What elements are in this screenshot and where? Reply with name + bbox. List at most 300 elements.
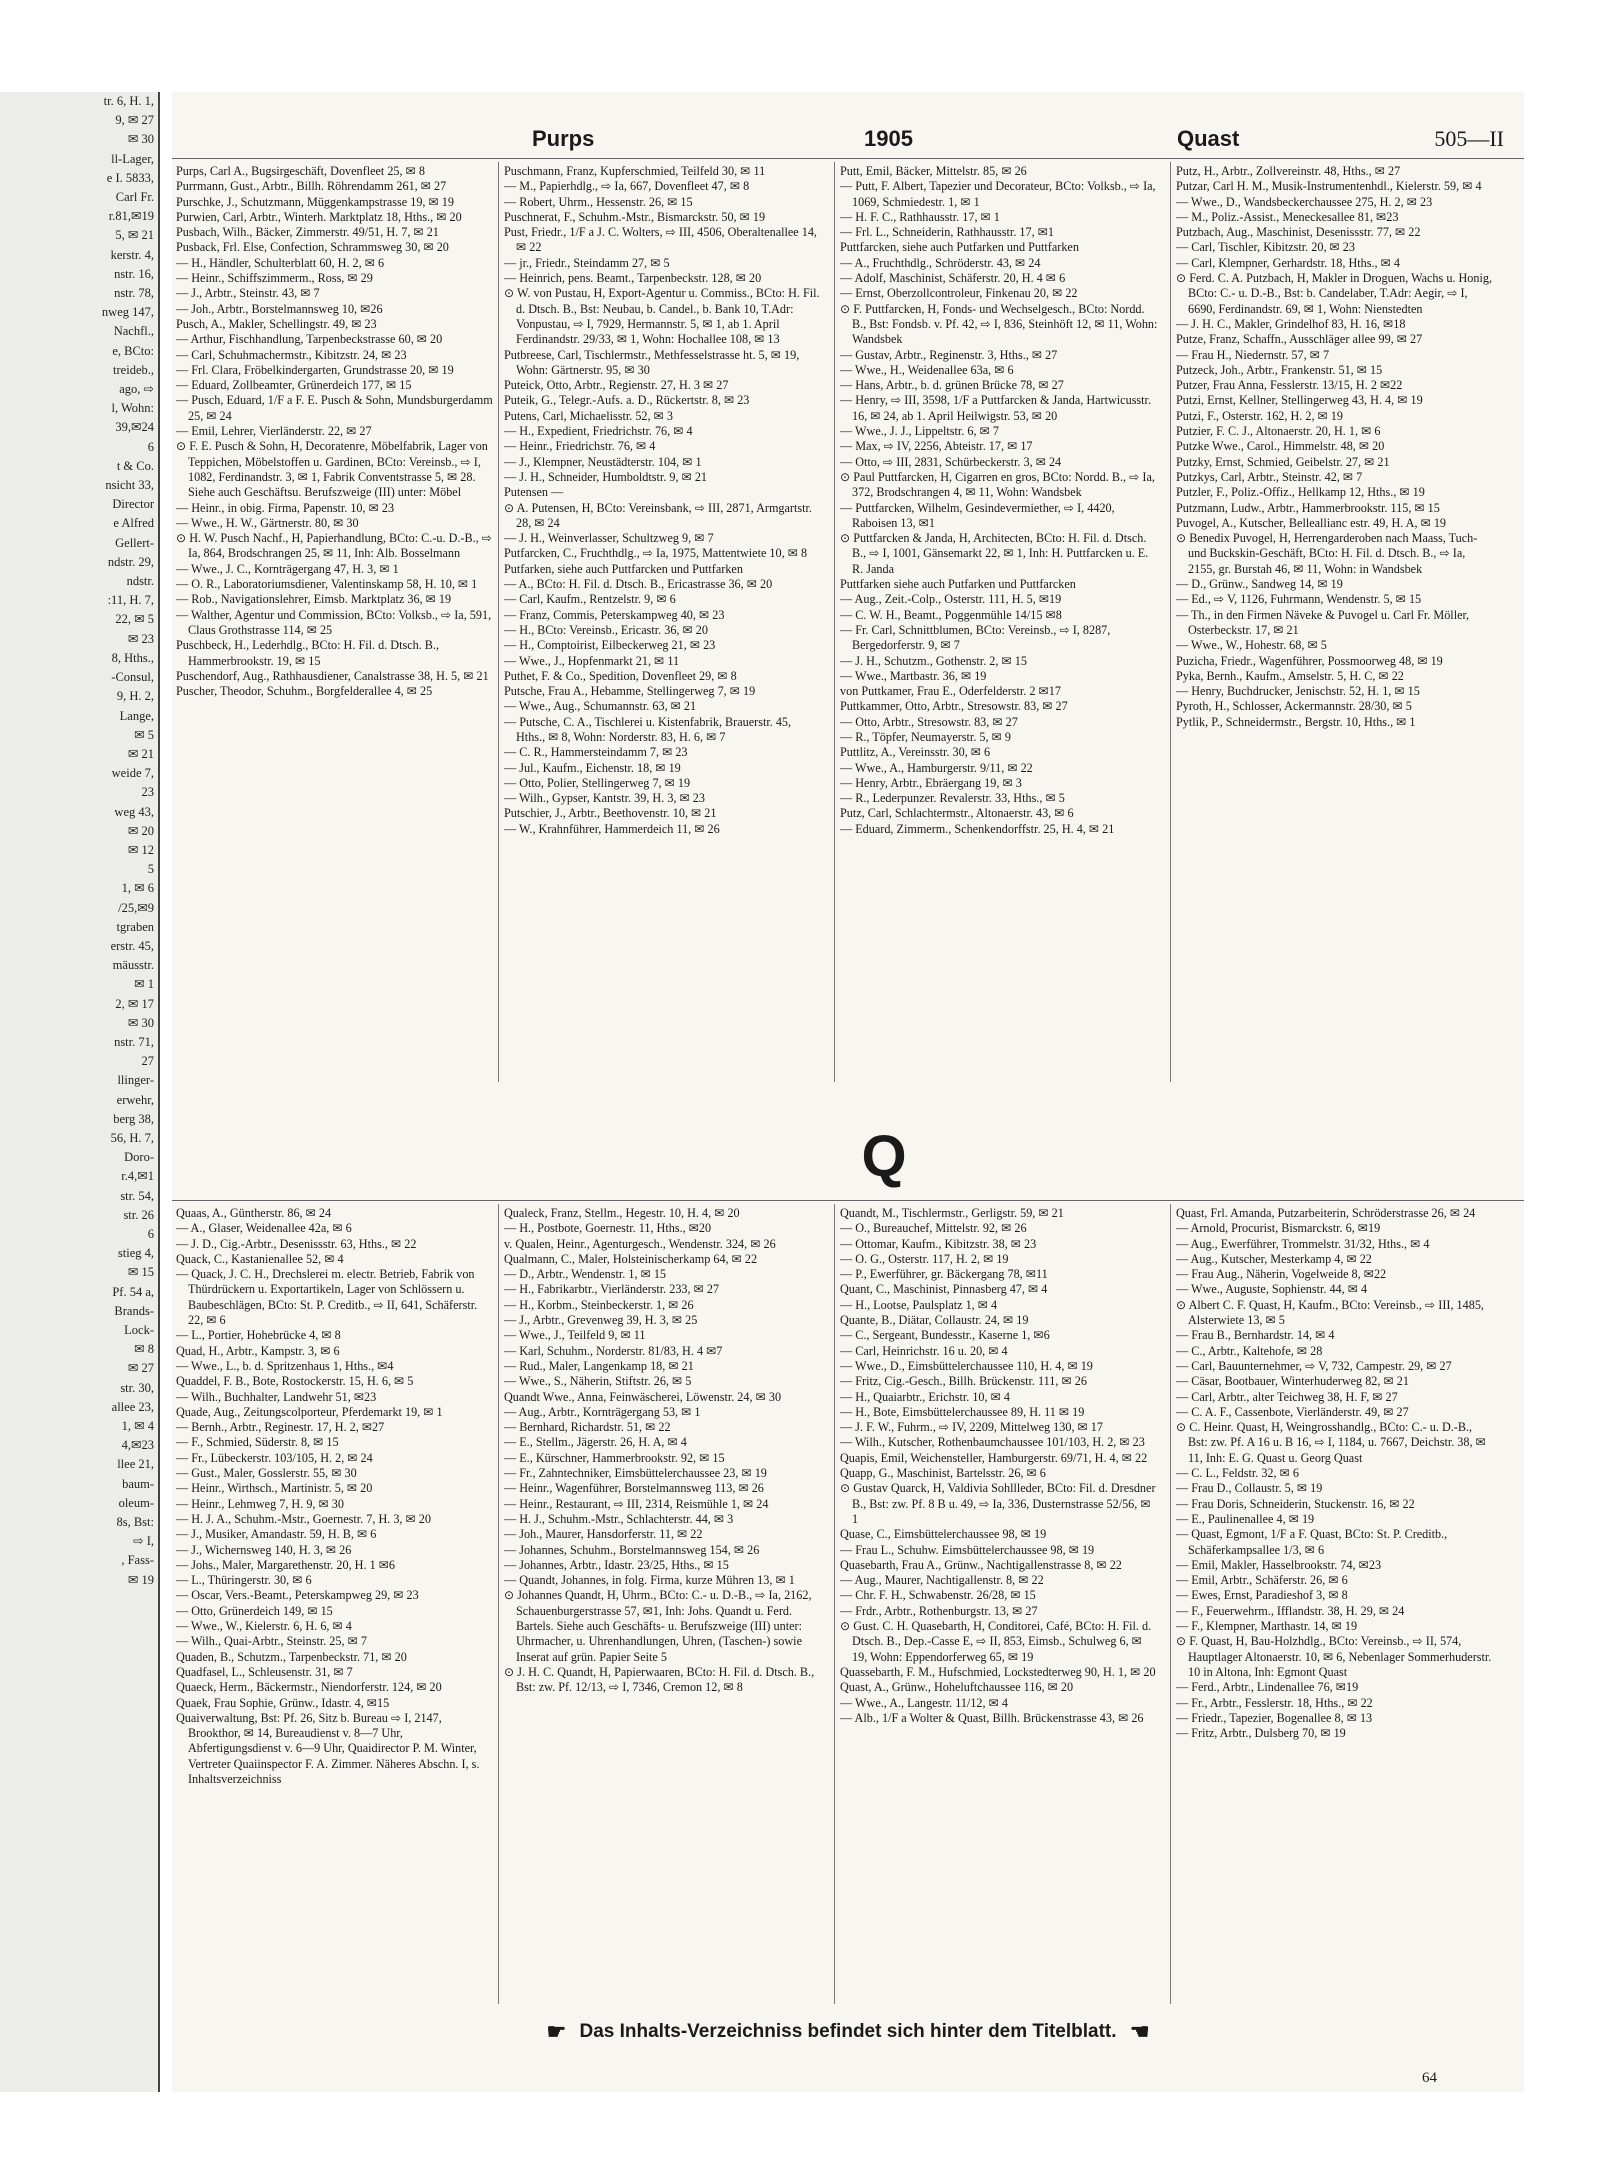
directory-entry: — Heinr., in obig. Firma, Papenstr. 10, ✉ 23 [176, 500, 395, 515]
directory-entry: — Wwe., D., Wandsbeckerchaussee 275, H. 2, ✉ 23 [1176, 194, 1433, 209]
directory-entry: Quaddel, F. B., Bote, Rostockerstr. 15, H. 6, ✉ 5 [176, 1374, 414, 1389]
directory-entry: — Rud., Maler, Langenkamp 18, ✉ 21 [504, 1358, 694, 1373]
directory-entry: Puteik, G., Telegr.-Aufs. a. D., Rückertstr. 8, ✉ 23 [504, 393, 750, 408]
strip-line: 6 [147, 439, 154, 454]
directory-entry: — Gust., Maler, Gosslerstr. 55, ✉ 30 [176, 1466, 357, 1481]
strip-line: 23 [141, 785, 154, 800]
directory-entry: — Eduard, Zollbeamter, Grünerdeich 177, ✉ 15 [176, 378, 412, 393]
directory-entry: — Wwe., W., Hohestr. 68, ✉ 5 [1176, 638, 1327, 653]
directory-entry: — Bernh., Arbtr., Reginestr. 17, H. 2, ✉27 [176, 1420, 385, 1435]
directory-entry: Quandt Wwe., Anna, Feinwäscherei, Löwenstr. 24, ✉ 30 [504, 1389, 782, 1404]
directory-page [172, 92, 1524, 2092]
directory-entry: Puschmann, Franz, Kupferschmied, Teilfeld 30, ✉ 11 [504, 164, 766, 178]
column-divider [834, 162, 835, 1082]
strip-line: ⇨ I, [133, 1534, 154, 1549]
strip-line: str. 54, [120, 1188, 154, 1203]
directory-entry: — Ernst, Oberzollcontroleur, Finkenau 20, ✉ 22 [840, 286, 1078, 301]
directory-entry: Quasebarth, Frau A., Grünw., Nachtigallenstrasse 8, ✉ 22 [840, 1557, 1122, 1572]
strip-line: str. 26 [123, 1207, 154, 1222]
strip-line: ✉ 30 [127, 1015, 154, 1030]
directory-entry: — Frdr., Arbtr., Rothenburgstr. 13, ✉ 27 [840, 1603, 1038, 1618]
directory-entry: — H., Quaiarbtr., Erichstr. 10, ✉ 4 [840, 1389, 1010, 1404]
directory-entry: — H. J. A., Schuhm.-Mstr., Goernestr. 7, H. 3, ✉ 20 [176, 1511, 431, 1526]
directory-entry: — Puttfarcken, Wilhelm, Gesindevermiether, ⇨ I, 4420, Raboisen 13, ✉1 [840, 500, 1115, 530]
directory-entry: — J. H., Schutzm., Gothenstr. 2, ✉ 15 [840, 653, 1027, 668]
directory-entry: — Fr., Lübeckerstr. 103/105, H. 2, ✉ 24 [176, 1450, 373, 1465]
directory-entry: Putze, Franz, Schaffn., Ausschläger allee 99, ✉ 27 [1176, 332, 1423, 347]
directory-entry: Puschnerat, F., Schuhm.-Mstr., Bismarckstr. 50, ✉ 19 [504, 209, 766, 224]
directory-entry: Quante, B., Diätar, Collaustr. 24, ✉ 19 [840, 1313, 1029, 1328]
directory-entry: Putens, Carl, Michaelisstr. 52, ✉ 3 [504, 408, 673, 423]
strip-line: e I. 5833, [106, 170, 154, 185]
directory-entry: — Jul., Kaufm., Eichenstr. 18, ✉ 19 [504, 760, 681, 775]
directory-entry: Putz, H., Arbtr., Zollvereinstr. 48, Hths., ✉ 27 [1176, 164, 1401, 178]
column-top-3 [840, 164, 1158, 1084]
directory-entry: ⊙ Ferd. C. A. Putzbach, H, Makler in Droguen, Wachs u. Honig, BCto: C.- u. D.-B., Bst: b. Candelaber, T.Adr: Aegir, ⇨ I, 6690, Ferdinandstr. 69, ✉ 1, Wohn: Nienstedten [1176, 271, 1493, 316]
directory-entry: ⊙ Puttfarcken & Janda, H, Architecten, BCto: H. Fil. d. Dtsch. B., ⇨ I, 1001, Gänsemarkt 22, ✉ 1, Inh: H. Puttfarcken u. E. R. Janda [840, 531, 1149, 576]
column-bottom-4 [1176, 1206, 1494, 2006]
directory-entry: ⊙ A. Putensen, H, BCto: Vereinsbank, ⇨ III, 2871, Armgartstr. 28, ✉ 24 [504, 500, 812, 530]
strip-line: 22, ✉ 5 [115, 612, 154, 627]
directory-entry: Putzar, Carl H. M., Musik-Instrumentenhdl., Kielerstr. 59, ✉ 4 [1176, 179, 1482, 194]
strip-line: ✉ 19 [127, 1572, 154, 1587]
directory-entry: — Ottomar, Kaufm., Kibitzstr. 38, ✉ 23 [840, 1236, 1037, 1251]
directory-entry: Putbreese, Carl, Tischlermstr., Methfesselstrasse ht. 5, ✉ 19, Wohn: Gärtnerstr. 95, ✉ 30 [504, 347, 800, 377]
directory-entry: — jr., Friedr., Steindamm 27, ✉ 5 [504, 255, 670, 270]
strip-line: mäusstr. [112, 958, 154, 973]
directory-entry: — Henry, ⇨ III, 3598, 1/F a Puttfarcken & Janda, Hartwicusstr. 16, ✉ 24, ab 1. April Heilwigstr. 53, ✉ 20 [840, 393, 1151, 423]
directory-entry: — Frau Aug., Näherin, Vogelweide 8, ✉22 [1176, 1267, 1387, 1282]
directory-entry: ⊙ Gustav Quarck, H, Valdivia Sohllleder, BCto: Fil. d. Dresdner B., Bst: zw. Pf. 8 B u. 49, ⇨ Ia, 336, Dusternstrasse 52/56, ✉ 1 [840, 1481, 1156, 1526]
directory-entry: von Puttkamer, Frau E., Oderfelderstr. 2 ✉17 [840, 684, 1061, 699]
directory-entry: Purwien, Carl, Arbtr., Winterh. Marktplatz 18, Hths., ✉ 20 [176, 209, 462, 224]
directory-entry: Qualeck, Franz, Stellm., Hegestr. 10, H. 4, ✉ 20 [504, 1206, 740, 1220]
directory-entry: Puteick, Otto, Arbtr., Regienstr. 27, H. 3 ✉ 27 [504, 378, 729, 393]
directory-entry: — Frau B., Bernhardstr. 14, ✉ 4 [1176, 1328, 1335, 1343]
strip-line: baum- [122, 1476, 154, 1491]
strip-line: treideb., [113, 362, 154, 377]
directory-entry: Pusback, Frl. Else, Confection, Schrammsweg 30, ✉ 20 [176, 240, 449, 255]
directory-entry: — J. F. W., Fuhrm., ⇨ IV, 2209, Mittelweg 130, ✉ 17 [840, 1420, 1103, 1435]
directory-entry: — Wwe., A., Langestr. 11/12, ✉ 4 [840, 1695, 1008, 1710]
directory-entry: — Wwe., A., Hamburgerstr. 9/11, ✉ 22 [840, 760, 1033, 775]
directory-entry: Puschendorf, Aug., Rathhausdiener, Canalstrasse 38, H. 5, ✉ 21 [176, 668, 489, 683]
directory-entry: — Aug., Kutscher, Mesterkamp 4, ✉ 22 [1176, 1251, 1372, 1266]
column-bottom-1 [176, 1206, 494, 2006]
directory-entry: — Oscar, Vers.-Beamt., Peterskampweg 29, ✉ 23 [176, 1588, 419, 1603]
directory-entry: — A., Fruchthdlg., Schröderstr. 43, ✉ 24 [840, 255, 1041, 270]
directory-entry: — Wwe., Auguste, Sophienstr. 44, ✉ 4 [1176, 1282, 1368, 1297]
directory-entry: — Fr., Zahntechniker, Eimsbüttelerchaussee 23, ✉ 19 [504, 1466, 767, 1481]
strip-line: Doro- [124, 1150, 154, 1165]
directory-entry: — J., Klempner, Neustädterstr. 104, ✉ 1 [504, 454, 702, 469]
directory-entry: — Frau D., Collaustr. 5, ✉ 19 [1176, 1481, 1323, 1496]
directory-entry: Quapp, G., Maschinist, Bartelsstr. 26, ✉ 6 [840, 1466, 1046, 1481]
directory-entry: — A., BCto: H. Fil. d. Dtsch. B., Ericastrasse 36, ✉ 20 [504, 577, 773, 592]
directory-entry: Putensen — [504, 485, 564, 500]
directory-entry: Pust, Friedr., 1/F a J. C. Wolters, ⇨ III, 4506, Oberaltenallee 14, ✉ 22 [504, 225, 817, 255]
directory-entry: — L., Portier, Hohebrücke 4, ✉ 8 [176, 1328, 341, 1343]
column-divider [498, 162, 499, 1082]
directory-entry: — Bernhard, Richardstr. 51, ✉ 22 [504, 1420, 671, 1435]
directory-entry: Putfarcken, C., Fruchthdlg., ⇨ Ia, 1975, Mattentwiete 10, ✉ 8 [504, 546, 808, 561]
strip-line: ndstr. 29, [107, 554, 154, 569]
strip-line: allee 23, [111, 1399, 154, 1414]
directory-entry: — Friedr., Tapezier, Bogenallee 8, ✉ 13 [1176, 1710, 1373, 1725]
directory-entry: Puttlitz, A., Vereinsstr. 30, ✉ 6 [840, 745, 991, 760]
directory-entry: ⊙ Johannes Quandt, H, Uhrm., BCto: C.- u. D.-B., ⇨ Ia, 2162, Schauenburgerstrasse 57, ✉1, Inh: Johs. Quandt u. Ferd. Bartels. Siehe auch Geschäfts- u. Berufszweige (III) unter: Uhrmacher, u. Uhrenhandlungen, Uhren, (Taschen-) sowie Inserat auf grün. Papier Seite 5 [504, 1588, 812, 1664]
directory-entry: Puthet, F. & Co., Spedition, Dovenfleet 29, ✉ 8 [504, 668, 737, 683]
directory-entry: Puttkammer, Otto, Arbtr., Stresowstr. 83, ✉ 27 [840, 699, 1068, 714]
directory-entry: — H., Lootse, Paulsplatz 1, ✉ 4 [840, 1297, 998, 1312]
section-rule [172, 1200, 1524, 1201]
directory-entry: — F., Feuerwehrm., Ifflandstr. 38, H. 29, ✉ 24 [1176, 1603, 1405, 1618]
directory-entry: — R., Lederpunzer. Revalerstr. 33, Hths., ✉ 5 [840, 791, 1065, 806]
strip-line: erstr. 45, [110, 938, 154, 953]
footer-notice [172, 2019, 1524, 2045]
directory-entry: Purschke, J., Schutzmann, Müggenkampstrasse 19, ✉ 19 [176, 194, 454, 209]
strip-line: , Fass- [121, 1553, 154, 1568]
strip-line: weg 43, [114, 804, 154, 819]
strip-line: :11, H. 7, [107, 593, 154, 608]
directory-entry: — Eduard, Zimmerm., Schenkendorffstr. 25, H. 4, ✉ 21 [840, 821, 1115, 836]
directory-entry: — J., Arbtr., Grevenweg 39, H. 3, ✉ 25 [504, 1313, 698, 1328]
directory-entry: — Fritz, Arbtr., Dulsberg 70, ✉ 19 [1176, 1726, 1346, 1741]
directory-entry: — J. H., Schneider, Humboldtstr. 9, ✉ 21 [504, 469, 708, 484]
directory-entry: — Carl, Arbtr., alter Teichweg 38, H. F, ✉ 27 [1176, 1389, 1398, 1404]
directory-entry: Putfarken, siehe auch Puttfarcken und Puttfarken [504, 561, 743, 576]
strip-line: ✉ 5 [134, 727, 154, 742]
strip-line: nweg 147, [101, 305, 154, 320]
directory-entry: — J., Wichernsweg 140, H. 3, ✉ 26 [176, 1542, 352, 1557]
directory-entry: — Carl, Klempner, Gerhardstr. 18, Hths., ✉ 4 [1176, 255, 1400, 270]
directory-entry: Putzer, Frau Anna, Fesslerstr. 13/15, H. 2 ✉22 [1176, 378, 1403, 393]
column-divider [498, 1204, 499, 2004]
directory-entry: — C. L., Feldstr. 32, ✉ 6 [1176, 1466, 1299, 1481]
directory-entry: — J. H., Weinverlasser, Schultzweg 9, ✉ 7 [504, 531, 714, 546]
directory-entry: — Emil, Arbtr., Schäferstr. 26, ✉ 6 [1176, 1573, 1348, 1588]
directory-entry: — Heinr., Wirthsch., Martinistr. 5, ✉ 20 [176, 1481, 373, 1496]
directory-entry: — Aug., Zeit.-Colp., Osterstr. 111, H. 5, ✉19 [840, 592, 1062, 607]
column-divider [1170, 1204, 1171, 2004]
directory-entry: — L., Thüringerstr. 30, ✉ 6 [176, 1573, 312, 1588]
directory-entry: — Frl. L., Schneiderin, Rathhausstr. 17, ✉1 [840, 225, 1054, 240]
directory-entry: — Arnold, Procurist, Bismarckstr. 6, ✉19 [1176, 1221, 1381, 1236]
strip-line: ✉ 30 [127, 132, 154, 147]
header-page-number: 505—II [1434, 126, 1504, 151]
strip-line: r.81,✉19 [108, 209, 154, 224]
directory-entry: — Frau Doris, Schneiderin, Stuckenstr. 16, ✉ 22 [1176, 1496, 1415, 1511]
directory-entry: — Putsche, C. A., Tischlerei u. Kistenfabrik, Brauerstr. 45, Hths., ✉ 8, Wohn: Norderstr. 83, H. 6, ✉ 7 [504, 714, 792, 744]
strip-line: ✉ 8 [134, 1342, 154, 1357]
directory-entry: — Franz, Commis, Peterskampweg 40, ✉ 23 [504, 607, 725, 622]
strip-line: Director [112, 497, 154, 512]
directory-entry: ⊙ F. Puttfarcken, H, Fonds- und Wechselgesch., BCto: Nordd. B., Bst: Fondsb. v. Pf. 42, ⇨ I, 836, Steinhöft 12, ✉ 11, Wohn: Wandsbek [840, 301, 1158, 347]
strip-line: stieg 4, [117, 1246, 154, 1261]
directory-entry: — Max, ⇨ IV, 2256, Abteistr. 17, ✉ 17 [840, 439, 1033, 454]
directory-entry: — Otto, Polier, Stellingerweg 7, ✉ 19 [504, 775, 691, 790]
directory-entry: — Wilh., Quai-Arbtr., Steinstr. 25, ✉ 7 [176, 1634, 367, 1649]
header-rule [172, 158, 1524, 159]
strip-line: 6 [147, 1226, 154, 1241]
directory-entry: Quaeck, Herm., Bäckermstr., Niendorferstr. 124, ✉ 20 [176, 1680, 442, 1695]
directory-entry: — Frau H., Niedernstr. 57, ✉ 7 [1176, 347, 1330, 362]
directory-entry: — E., Paulinenallee 4, ✉ 19 [1176, 1511, 1315, 1526]
directory-entry: — M., Papierhdlg., ⇨ Ia, 667, Dovenfleet 47, ✉ 8 [504, 179, 750, 194]
strip-line: str. 30, [120, 1380, 154, 1395]
directory-entry: — Gustav, Arbtr., Reginenstr. 3, Hths., ✉ 27 [840, 347, 1058, 362]
strip-line: llinger- [117, 1073, 154, 1088]
strip-line: Gellert- [115, 535, 154, 550]
directory-entry: — W., Krahnführer, Hammerdeich 11, ✉ 26 [504, 821, 720, 836]
directory-entry: — Heinrich, pens. Beamt., Tarpenbeckstr. 128, ✉ 20 [504, 271, 762, 286]
strip-line: ago, ⇨ [119, 382, 154, 397]
directory-entry: — R., Töpfer, Neumayerstr. 5, ✉ 9 [840, 729, 1011, 744]
strip-line: nstr. 71, [114, 1034, 154, 1049]
strip-line: ✉ 15 [127, 1265, 154, 1280]
directory-entry: Putzkys, Carl, Arbtr., Steinstr. 42, ✉ 7 [1176, 469, 1363, 484]
strip-line: ndstr. [126, 574, 154, 589]
strip-line: tr. 6, H. 1, [103, 94, 154, 108]
strip-line: /25,✉9 [118, 900, 154, 915]
strip-line: nstr. 16, [114, 266, 154, 281]
directory-entry: — Emil, Makler, Hasselbrookstr. 74, ✉23 [1176, 1557, 1382, 1572]
directory-entry: — H., Bote, Eimsbüttelerchaussee 89, H. 11 ✉ 19 [840, 1404, 1085, 1419]
directory-entry: Quant, C., Maschinist, Pinnasberg 47, ✉ 4 [840, 1282, 1048, 1297]
directory-entry: — Walther, Agentur und Commission, BCto: Volksb., ⇨ Ia, 591, Claus Grothstrasse 114, ✉ 25 [176, 607, 492, 637]
directory-entry: — Carl, Bauunternehmer, ⇨ V, 732, Campestr. 29, ✉ 27 [1176, 1358, 1452, 1373]
directory-entry: — Ed., ⇨ V, 1126, Fuhrmann, Wendenstr. 5, ✉ 15 [1176, 592, 1422, 607]
strip-line: 5, ✉ 21 [115, 228, 154, 243]
directory-entry: — Johannes, Schuhm., Borstelmannsweg 154, ✉ 26 [504, 1542, 760, 1557]
strip-line: e Alfred [113, 516, 154, 531]
directory-entry: — Fr. Carl, Schnittblumen, BCto: Vereinsb., ⇨ I, 8287, Bergedorferstr. 9, ✉ 7 [840, 622, 1111, 653]
strip-line: Nachfl., [113, 324, 154, 339]
directory-entry: Purps, Carl A., Bugsirgeschäft, Dovenfleet 25, ✉ 8 [176, 164, 425, 178]
directory-entry: ⊙ F. E. Pusch & Sohn, H, Decoratenre, Möbelfabrik, Lager von Teppichen, Möbelstoffen u. Gardinen, BCto: Vereinsb., ⇨ I, 1082, Ferdinandstr. 3, ✉ 1, Fabrik Conventstrasse 5, ✉ 28. Siehe auch Geschäftsu. Berufszweige (III) unter: Möbel [176, 439, 488, 500]
directory-entry: Putsche, Frau A., Hebamme, Stellingerweg 7, ✉ 19 [504, 684, 756, 699]
section-letter: Q [861, 1124, 907, 1189]
directory-entry: ⊙ C. Heinr. Quast, H, Weingrosshandlg., BCto: C.- u. D.-B., Bst: zw. Pf. A 16 u. B 16, ⇨ I, 1184, u. 7667, Deichstr. 38, ✉ 11, Inh: E. G. Quast u. Georg Quast [1176, 1420, 1486, 1465]
directory-entry: Quaek, Frau Sophie, Grünw., Idastr. 4, ✉15 [176, 1695, 390, 1710]
directory-entry: — Wwe., H. W., Gärtnerstr. 80, ✉ 30 [176, 515, 359, 530]
directory-entry: Putzi, F., Osterstr. 162, H. 2, ✉ 19 [1176, 408, 1343, 423]
strip-line: 1, ✉ 4 [121, 1419, 154, 1434]
directory-entry: — Wilh., Kutscher, Rothenbaumchaussee 101/103, H. 2, ✉ 23 [840, 1435, 1145, 1450]
directory-entry: Putzler, F., Poliz.-Offiz., Hellkamp 12, Hths., ✉ 19 [1176, 485, 1425, 500]
directory-entry: Putzky, Ernst, Schmied, Geibelstr. 27, ✉ 21 [1176, 454, 1390, 469]
pointing-hand-icon: ☛ [546, 2019, 567, 2044]
directory-entry: — Quack, J. C. H., Drechslerei m. electr. Betrieb, Fabrik von Thürdrückern u. Exportartikeln, Lager von Schlössern u. Baubeschlägen, BCto: St. P. Creditb., ⇨ II, 641, Schäferstr. 22, ✉ 6 [176, 1267, 478, 1328]
directory-entry: — H., BCto: Vereinsb., Ericastr. 36, ✉ 20 [504, 622, 708, 637]
strip-line: tgraben [116, 919, 154, 934]
strip-line: erwehr, [116, 1092, 154, 1107]
directory-entry: — Wwe., J., Teilfeld 9, ✉ 11 [504, 1328, 646, 1343]
directory-entry: — Henry, Buchdrucker, Jenischstr. 52, H. 1, ✉ 15 [1176, 684, 1420, 699]
directory-entry: — J. D., Cig.-Arbtr., Desenissstr. 63, Hths., ✉ 22 [176, 1236, 417, 1251]
directory-entry: — Rob., Navigationslehrer, Eimsb. Marktplatz 36, ✉ 19 [176, 592, 452, 607]
directory-entry: — Henry, Arbtr., Ebräergang 19, ✉ 3 [840, 775, 1022, 790]
directory-entry: — H., Postbote, Goernestr. 11, Hths., ✉20 [504, 1221, 712, 1236]
directory-entry: — C., Sergeant, Bundesstr., Kaserne 1, ✉6 [840, 1328, 1050, 1343]
directory-entry: — M., Poliz.-Assist., Meneckesallee 81, ✉23 [1176, 209, 1399, 224]
directory-entry: Quaiverwaltung, Bst: Pf. 26, Sitz b. Bureau ⇨ I, 2147, Brookthor, ✉ 14, Bureaudienst v. 8—7 Uhr, Abfertigungsdienst v. 6—9 Uhr, Quaidirector P. M. Winter, Vertreter Quaiinspector F. A. Zimmer. Näheres Abschn. I, s. Inhaltsverzeichniss [176, 1710, 480, 1786]
running-header [172, 126, 1524, 156]
directory-entry: — C. A. F., Cassenbote, Vierländerstr. 49, ✉ 27 [1176, 1404, 1409, 1419]
strip-line: ✉ 23 [127, 631, 154, 646]
directory-entry: — H., Expedient, Friedrichstr. 76, ✉ 4 [504, 424, 693, 439]
directory-entry: — O. R., Laboratoriumsdiener, Valentinskamp 58, H. 10, ✉ 1 [176, 577, 478, 592]
directory-entry: — Fr., Arbtr., Fesslerstr. 18, Hths., ✉ 22 [1176, 1695, 1373, 1710]
directory-entry: — Johs., Maler, Margarethenstr. 20, H. 1 ✉6 [176, 1557, 396, 1572]
directory-entry: Quase, C., Eimsbüttelerchaussee 98, ✉ 19 [840, 1527, 1047, 1542]
directory-entry: — Adolf, Maschinist, Schäferstr. 20, H. 4 ✉ 6 [840, 271, 1066, 286]
strip-line: kerstr. 4, [110, 247, 154, 262]
directory-entry: Puschbeck, H., Lederhdlg., BCto: H. Fil. d. Dtsch. B., Hammerbrookstr. 19, ✉ 15 [176, 638, 440, 668]
strip-line: weide 7, [111, 766, 154, 781]
directory-entry: — Cäsar, Bootbauer, Winterhuderweg 82, ✉ 21 [1176, 1374, 1409, 1389]
directory-entry: — Wwe., J. J., Lippeltstr. 6, ✉ 7 [840, 424, 999, 439]
column-divider [1170, 162, 1171, 1082]
directory-entry: Quade, Aug., Zeitungscolporteur, Pferdemarkt 19, ✉ 1 [176, 1404, 443, 1419]
directory-entry: Puvogel, A., Kutscher, Belleallianc estr. 49, H. A, ✉ 19 [1176, 515, 1447, 530]
directory-entry: — Quandt, Johannes, in folg. Firma, kurze Mühren 13, ✉ 1 [504, 1573, 795, 1588]
directory-entry: Putzeck, Joh., Arbtr., Frankenstr. 51, ✉ 15 [1176, 362, 1383, 377]
directory-entry: Puzicha, Friedr., Wagenführer, Possmoorweg 48, ✉ 19 [1176, 653, 1443, 668]
directory-entry: — Pusch, Eduard, 1/F a F. E. Pusch & Sohn, Mundsburgerdamm 25, ✉ 24 [176, 393, 493, 423]
strip-line: 39,✉24 [115, 420, 154, 435]
strip-line: ✉ 21 [127, 746, 154, 761]
directory-entry: Puscher, Theodor, Schuhm., Borgfelderallee 4, ✉ 25 [176, 684, 433, 699]
directory-entry: ⊙ H. W. Pusch Nachf., H, Papierhandlung, BCto: C.-u. D.-B., ⇨ Ia, 864, Brodschrangen 25, ✉ 11, Inh: Alb. Bosselmann [176, 531, 492, 561]
strip-line: 8s, Bst: [116, 1515, 154, 1530]
column-top-2 [504, 164, 822, 1084]
directory-entry: Quapis, Emil, Weichensteller, Hamburgerstr. 69/71, H. 4, ✉ 22 [840, 1450, 1148, 1465]
directory-entry: — C., Arbtr., Kaltehofe, ✉ 28 [1176, 1343, 1323, 1358]
strip-line: Lock- [124, 1323, 154, 1337]
directory-entry: — Aug., Maurer, Nachtigallenstr. 8, ✉ 22 [840, 1573, 1044, 1588]
directory-entry: — Wwe., L., b. d. Spritzenhaus 1, Hths., ✉4 [176, 1358, 394, 1373]
directory-entry: — F., Klempner, Marthastr. 14, ✉ 19 [1176, 1619, 1358, 1634]
directory-entry: — Wwe., Martbastr. 36, ✉ 19 [840, 668, 987, 683]
strip-line: 4,✉23 [121, 1438, 154, 1453]
column-divider [834, 1204, 835, 2004]
directory-entry: — Otto, Arbtr., Stresowstr. 83, ✉ 27 [840, 714, 1018, 729]
column-bottom-2 [504, 1206, 822, 2006]
strip-line: 9, H. 2, [116, 689, 154, 704]
directory-entry: Quad, H., Arbtr., Kampstr. 3, ✉ 6 [176, 1343, 340, 1358]
directory-entry: — D., Arbtr., Wendenstr. 1, ✉ 15 [504, 1267, 667, 1282]
directory-entry: — Chr. F. H., Schwabenstr. 26/28, ✉ 15 [840, 1588, 1036, 1603]
directory-entry: ⊙ J. H. C. Quandt, H, Papierwaaren, BCto: H. Fil. d. Dtsch. B., Bst: zw. Pf. 12/13, ⇨ I, 7346, Cremon 12, ✉ 8 [504, 1664, 815, 1695]
directory-entry: — Hans, Arbtr., b. d. grünen Brücke 78, ✉ 27 [840, 378, 1064, 393]
directory-entry: Putzi, Ernst, Kellner, Stellingerweg 43, H. 4, ✉ 19 [1176, 393, 1423, 408]
strip-line: l, Wohn: [111, 401, 154, 416]
strip-line: Lange, [119, 708, 154, 723]
pointing-hand-icon: ☚ [1129, 2019, 1150, 2044]
directory-entry: — Carl, Tischler, Kibitzstr. 20, ✉ 23 [1176, 240, 1355, 255]
directory-entry: Puttfarcken, siehe auch Putfarken und Puttfarken [840, 240, 1079, 255]
directory-entry: Purrmann, Gust., Arbtr., Billh. Röhrendamm 261, ✉ 27 [176, 179, 447, 194]
directory-entry: — J., Arbtr., Steinstr. 43, ✉ 7 [176, 286, 320, 301]
directory-entry: — Aug., Arbtr., Kornträgergang 53, ✉ 1 [504, 1404, 701, 1419]
directory-entry: ⊙ Benedix Puvogel, H, Herrengarderoben nach Maass, Tuch- und Buckskin-Geschäft, BCto: H. Fil. d. Dtsch. B., ⇨ Ia, 2155, gr. Burstah 46, ✉ 11, Wohn: in Wandsbek [1176, 531, 1478, 576]
directory-entry: — Ferd., Arbtr., Lindenallee 76, ✉19 [1176, 1680, 1359, 1695]
directory-entry: — Heinr., Schiffszimmerm., Ross, ✉ 29 [176, 271, 373, 286]
directory-entry: Putzier, F. C. J., Altonaerstr. 20, H. 1, ✉ 6 [1176, 424, 1381, 439]
strip-line: 5 [147, 862, 154, 877]
directory-entry: — Ewes, Ernst, Paradieshof 3, ✉ 8 [1176, 1588, 1348, 1603]
directory-entry: — Carl, Heinrichstr. 16 u. 20, ✉ 4 [840, 1343, 1008, 1358]
directory-entry: — Heinr., Restaurant, ⇨ III, 2314, Reismühle 1, ✉ 24 [504, 1496, 769, 1511]
directory-entry: — A., Glaser, Weidenallee 42a, ✉ 6 [176, 1221, 352, 1236]
directory-entry: — Heinr., Friedrichstr. 76, ✉ 4 [504, 439, 656, 454]
directory-entry: — Quast, Egmont, 1/F a F. Quast, BCto: St. P. Creditb., Schäferkampsallee 1/3, ✉ 6 [1176, 1527, 1448, 1557]
directory-entry: — Putt, F. Albert, Tapezier und Decorateur, BCto: Volksb., ⇨ Ia, 1069, Schmiedestr. 1, ✉ 1 [840, 179, 1156, 209]
strip-line: berg 38, [113, 1111, 154, 1126]
directory-entry: — Aug., Ewerführer, Trommelstr. 31/32, Hths., ✉ 4 [1176, 1236, 1430, 1251]
directory-entry: ⊙ F. Quast, H, Bau-Holzhdlg., BCto: Vereinsb., ⇨ II, 574, Hauptlager Altonaerstr. 10, ✉ 6, Nebenlager Sommerhuderstr. 10 in Altona, Inh: Egmont Quast [1176, 1634, 1492, 1679]
column-top-4 [1176, 164, 1494, 1084]
directory-entry: Quast, A., Grünw., Hoheluftchaussee 116, ✉ 20 [840, 1680, 1074, 1695]
strip-line: r.4,✉1 [121, 1169, 154, 1184]
strip-line: ✉ 1 [134, 977, 154, 992]
directory-entry: Quandt, M., Tischlermstr., Gerligstr. 59, ✉ 21 [840, 1206, 1064, 1220]
strip-line: nstr. 78, [114, 286, 154, 301]
directory-entry: — H. F. C., Rathhausstr. 17, ✉ 1 [840, 209, 1000, 224]
strip-line: 8, Hths., [111, 650, 154, 665]
strip-line: t & Co. [116, 458, 154, 473]
directory-entry: ⊙ Gust. C. H. Quasebarth, H, Conditorei, Café, BCto: H. Fil. d. Dtsch. B., Dep.-Casse E, ⇨ II, 853, Eimsb., Schulweg 6, ✉ 19, Wohn: Eppendorferweg 65, ✉ 19 [840, 1619, 1152, 1664]
directory-entry: — H., Comptoirist, Eilbeckerweg 21, ✉ 23 [504, 638, 716, 653]
directory-entry: — D., Grünw., Sandweg 14, ✉ 19 [1176, 577, 1343, 592]
strip-line: nsicht 33, [105, 478, 154, 493]
directory-entry: — J., Musiker, Amandastr. 59, H. B, ✉ 6 [176, 1527, 377, 1542]
directory-entry: — Joh., Maurer, Hansdorferstr. 11, ✉ 22 [504, 1527, 703, 1542]
strip-line: ✉ 12 [127, 842, 154, 857]
strip-line: ll-Lager, [111, 151, 154, 166]
directory-entry: Pyroth, H., Schlosser, Ackermannstr. 28/30, ✉ 5 [1176, 699, 1412, 714]
directory-entry: — Frau L., Schuhw. Eimsbüttelerchaussee 98, ✉ 19 [840, 1542, 1095, 1557]
directory-entry: — O., Bureauchef, Mittelstr. 92, ✉ 26 [840, 1221, 1027, 1236]
directory-entry: — Heinr., Lehmweg 7, H. 9, ✉ 30 [176, 1496, 344, 1511]
directory-entry: Pusbach, Wilh., Bäcker, Zimmerstr. 49/51, H. 7, ✉ 21 [176, 225, 439, 240]
directory-entry: Putzke Wwe., Carol., Himmelstr. 48, ✉ 20 [1176, 439, 1385, 454]
directory-entry: — Joh., Arbtr., Borstelmannsweg 10, ✉26 [176, 301, 383, 316]
directory-entry: — H., Korbm., Steinbeckerstr. 1, ✉ 26 [504, 1297, 694, 1312]
directory-entry: — F., Schmied, Süderstr. 8, ✉ 15 [176, 1435, 339, 1450]
directory-entry: — H., Fabrikarbtr., Vierländerstr. 233, ✉ 27 [504, 1282, 720, 1297]
directory-entry: — E., Kürschner, Hammerbrookstr. 92, ✉ 15 [504, 1450, 725, 1465]
directory-entry: — Karl, Schuhm., Norderstr. 81/83, H. 4 ✉7 [504, 1343, 723, 1358]
header-first-entry: Purps [532, 126, 595, 151]
adjacent-page-strip [0, 92, 160, 2092]
directory-entry: — Wwe., H., Weidenallee 63a, ✉ 6 [840, 362, 1014, 377]
directory-entry: Putschier, J., Arbtr., Beethovenstr. 10, ✉ 21 [504, 806, 717, 821]
directory-entry: — C. W. H., Beamt., Poggenmühle 14/15 ✉8 [840, 607, 1062, 622]
directory-entry: — Wwe., D., Eimsbüttelerchaussee 110, H. 4, ✉ 19 [840, 1358, 1093, 1373]
directory-entry: — Wwe., W., Kielerstr. 6, H. 6, ✉ 4 [176, 1619, 352, 1634]
directory-entry: — Wwe., Aug., Schumannstr. 63, ✉ 21 [504, 699, 697, 714]
directory-entry: Pytlik, P., Schneidermstr., Bergstr. 10, Hths., ✉ 1 [1176, 714, 1416, 729]
directory-entry: v. Qualen, Heinr., Agenturgesch., Wendenstr. 324, ✉ 26 [504, 1236, 776, 1251]
directory-entry: — E., Stellm., Jägerstr. 26, H. A, ✉ 4 [504, 1435, 687, 1450]
strip-line: ✉ 20 [127, 823, 154, 838]
directory-entry: — C. R., Hammersteindamm 7, ✉ 23 [504, 745, 688, 760]
strip-line: Carl Fr. [115, 190, 154, 205]
strip-line: 1, ✉ 6 [121, 881, 154, 896]
directory-entry: Qualmann, C., Maler, Holsteinischerkamp 64, ✉ 22 [504, 1251, 758, 1266]
